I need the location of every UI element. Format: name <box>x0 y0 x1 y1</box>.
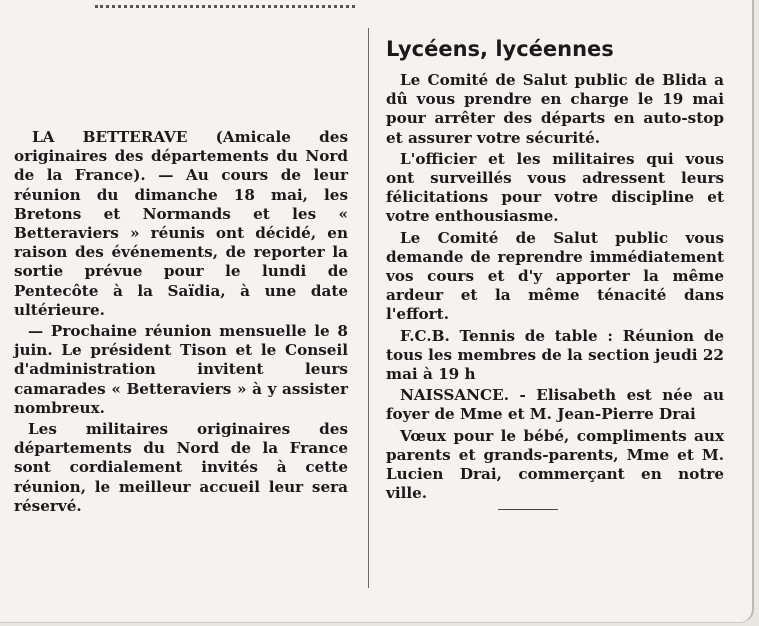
article-naissance: NAISSANCE. - Elisabeth est née au foyer de Mme et M. Jean-Pierre Drai <box>386 386 724 424</box>
article-la-betterave: LA BETTERAVE (Amicale des originaires des départements du Nord de la France). — Au cours de leur réunion du dimanche 18 mai, les Bretons et Normands et les « Betteraviers » réunis ont décidé, en raison des événements, de reporter la sortie prévue pour le lundi de Pentecôte à la Saïdia, à une date ultérieure. <box>14 128 348 319</box>
headline-lyceens: Lycéens, lycéennes <box>386 37 614 61</box>
article-voeux: Vœux pour le bébé, compliments aux parents et grands-parents, Mme et M. Lucien Drai, commerçant en notre ville. <box>386 426 724 503</box>
article-comite-paragraph-2: L'officier et les militaires qui vous ont surveillés vous adressent leurs félicitations pour votre discipline et votre enthousiasme. <box>386 149 724 226</box>
left-column <box>14 128 348 518</box>
top-dotted-rule <box>95 0 355 8</box>
column-divider <box>368 28 369 588</box>
end-rule <box>498 509 558 510</box>
article-comite-paragraph-1: Le Comité de Salut public de Blida a dû vous prendre en charge le 19 mai pour arrêter des départs en auto-stop et assurer votre sécurité. <box>386 71 724 147</box>
article-fcb-tennis: F.C.B. Tennis de table : Réunion de tous les membres de la section jeudi 22 mai à 19 h <box>386 326 724 384</box>
article-comite-paragraph-3: Le Comité de Salut public vous demande de reprendre immédiatement vos cours et d'y apporter la même ardeur et la même ténacité dans l'effort. <box>386 228 724 324</box>
right-column <box>386 36 724 510</box>
article-reunion-mensuelle: — Prochaine réunion mensuelle le 8 juin. Le président Tison et le Conseil d'administration invitent leurs camarades « Betteraviers » à y assister nombreux. <box>14 322 348 417</box>
article-militaires: Les militaires originaires des départements du Nord de la France sont cordialement invités à cette réunion, le meilleur accueil leur sera réservé. <box>14 420 348 515</box>
